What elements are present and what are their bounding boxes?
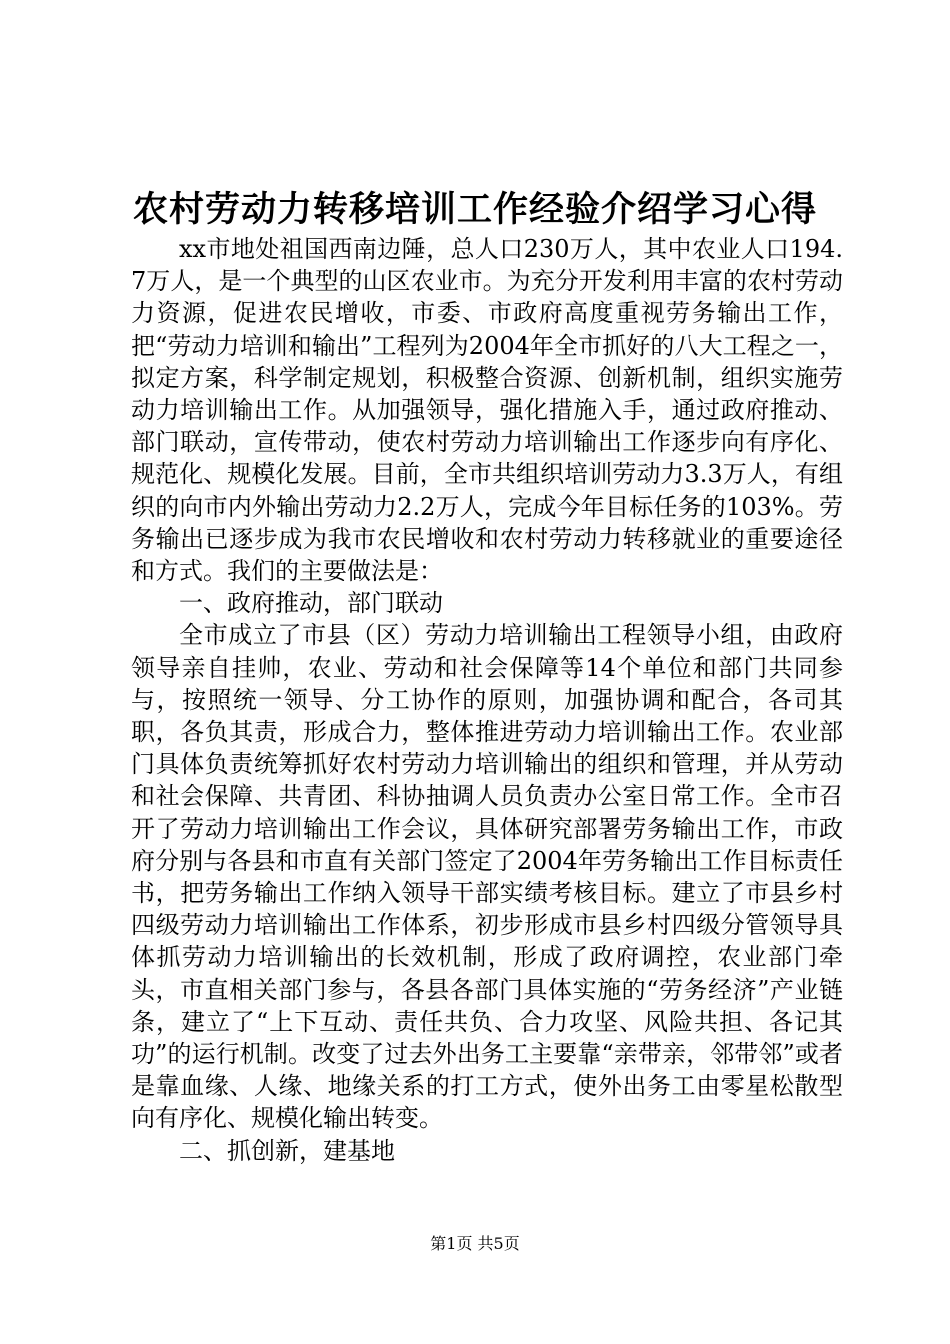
section-heading-2: 二、抓创新，建基地 — [179, 1136, 395, 1165]
intro-paragraph: xx市地处祖国西南边陲，总人口230万人，其中农业人口194.7万人，是一个典型的山区农业市。为充分开发利用丰富的农村劳动力资源，促进农民增收，市委、市政府高度重视劳务输出工作，把“劳动力培训和输出”工程列为2004年全市抓好的八大工程之一，拟定方案，科学制定规划，积极整合资源、创新机制，组织实施劳动力培训输出工作。从加强领导，强化措施入手，通过政府推动、部门联动，宣传带动，使农村劳动力培训输出工作逐步向有序化、规范化、规模化发展。目前，全市共组织培训劳动力3.3万人，有组织的向市内外输出劳动力2.2万人，完成今年目标任务的103%。劳务输出已逐步成为我市农民增收和农村劳动力转移就业的重要途径和方式。我们的主要做法是： — [131, 235, 843, 586]
page-footer: 第1页 共5页 — [430, 1234, 520, 1253]
document-title: 农村劳动力转移培训工作经验介绍学习心得 — [132, 189, 817, 230]
section-1-paragraph: 全市成立了市县（区）劳动力培训输出工程领导小组，由政府领导亲自挂帅，农业、劳动和社会保障等14个单位和部门共同参与，按照统一领导、分工协作的原则，加强协调和配合，各司其职，各负其责，形成合力，整体推进劳动力培训输出工作。农业部门具体负责统筹抓好农村劳动力培训输出的组织和管理，并从劳动和社会保障、共青团、科协抽调人员负责办公室日常工作。全市召开了劳动力培训输出工作会议，具体研究部署劳务输出工作，市政府分别与各县和市直有关部门签定了2004年劳务输出工作目标责任书，把劳务输出工作纳入领导干部实绩考核目标。建立了市县乡村四级劳动力培训输出工作体系，初步形成市县乡村四级分管领导具体抓劳动力培训输出的长效机制，形成了政府调控，农业部门牵头，市直相关部门参与，各县各部门具体实施的“劳务经济”产业链条，建立了“上下互动、责任共负、合力攻坚、风险共担、各记其功”的运行机制。改变了过去外出务工主要靠“亲带亲，邻带邻”或者是靠血缘、人缘、地缘关系的打工方式，使外出务工由零星松散型向有序化、规模化输出转变。 — [131, 621, 843, 1133]
section-heading-1: 一、政府推动，部门联动 — [179, 589, 443, 618]
document-body — [131, 233, 843, 1167]
